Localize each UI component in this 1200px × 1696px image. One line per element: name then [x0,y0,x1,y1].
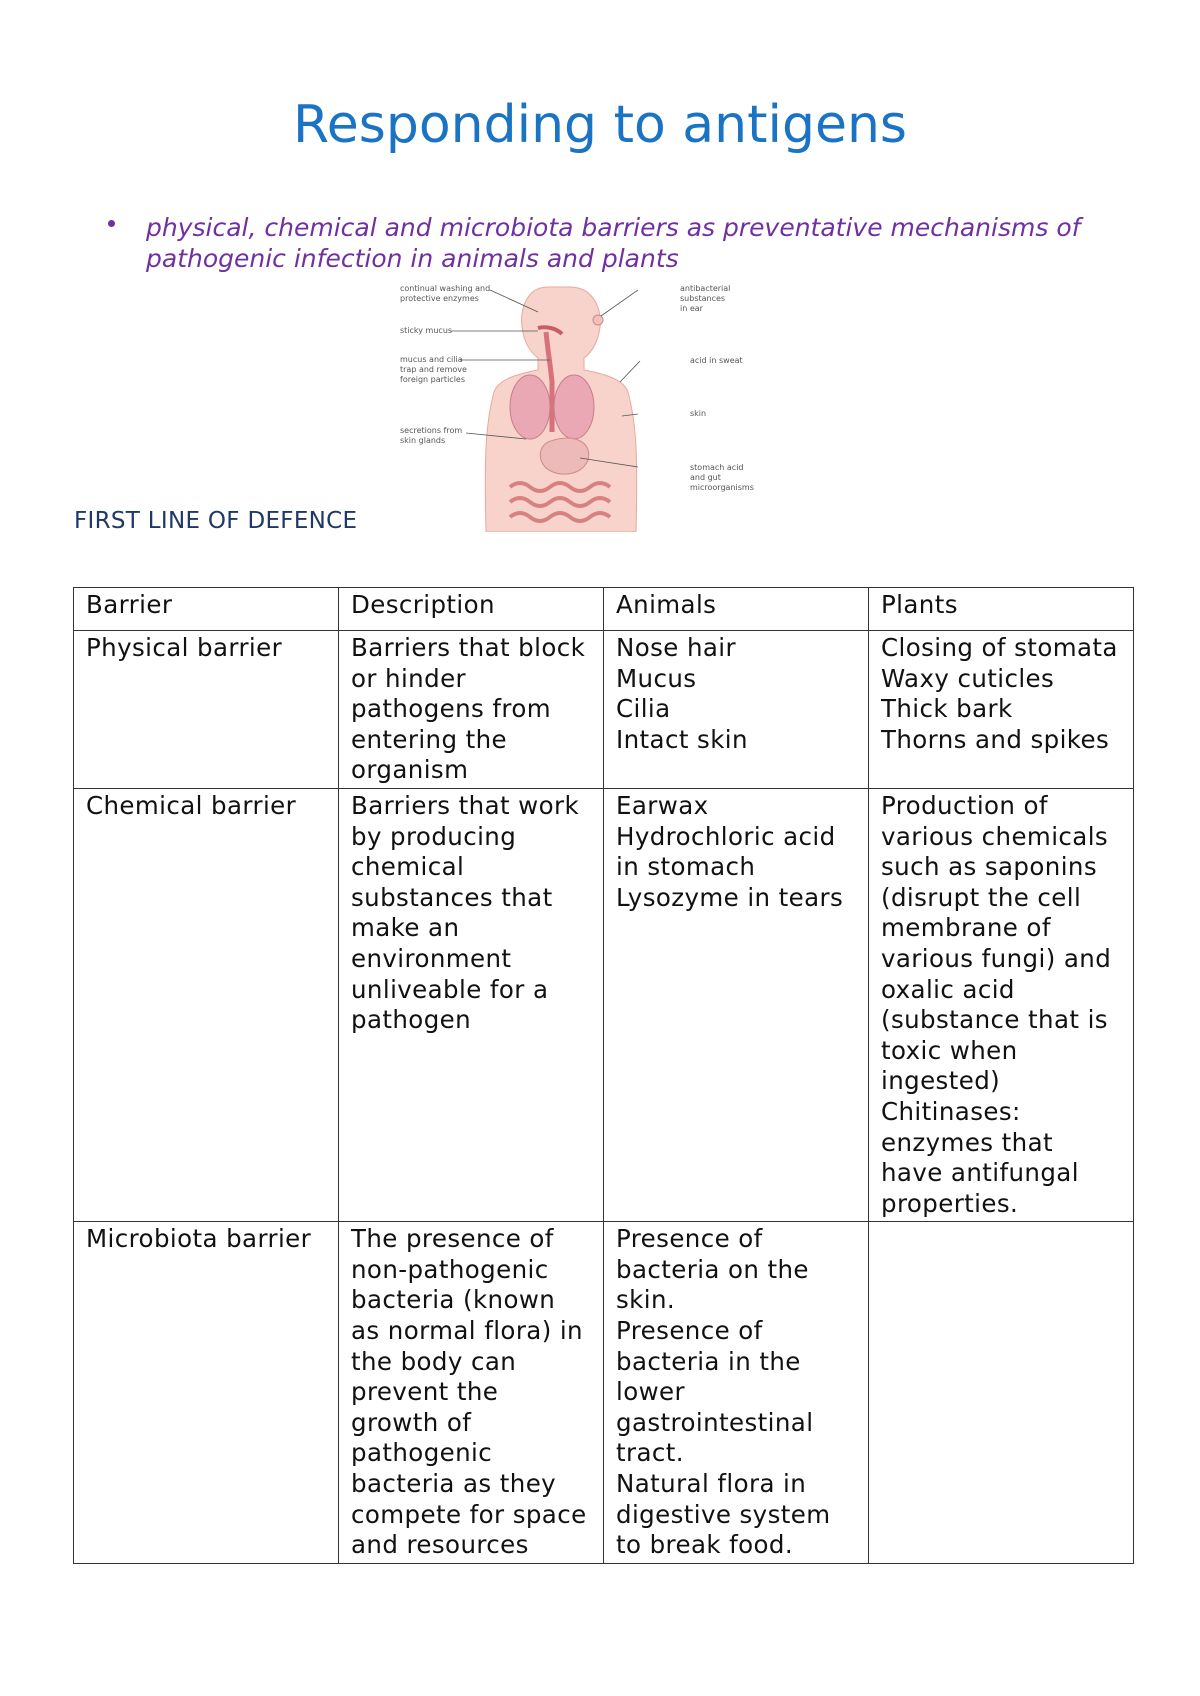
plant-example: Thorns and spikes [881,724,1110,754]
fig-label-left: mucus and cilia trap and remove foreign particles [400,355,467,384]
animal-example: Presence of bacteria on the skin. [616,1224,809,1315]
fig-label-right: stomach acid and gut microorganisms [690,463,754,492]
animal-example: Presence of bacteria in the lower gastrointestinal tract. [616,1316,814,1468]
cell-description: Barriers that block or hinder pathogens from entering the organism [339,631,604,789]
animal-example: Hydrochloric acid in stomach [616,821,836,882]
animal-example: Natural flora in digestive system to break food. [616,1469,831,1560]
animal-example: Lysozyme in tears [616,882,844,912]
plant-example: Closing of stomata [881,633,1118,662]
cell-animals [604,788,869,1221]
table-row [74,631,1134,789]
first-line-defence-figure [398,282,758,532]
fig-label-right: acid in sweat [690,356,743,365]
table-row [74,788,1134,1221]
header-barrier: Barrier [74,588,339,631]
fig-label-left: continual washing and protective enzymes [400,284,491,303]
animal-example: Cilia [616,694,671,724]
animal-example: Intact skin [616,724,748,754]
plant-example: Production of various chemicals such as saponins (disrupt the cell membrane of various fungi) and oxalic acid (substance that is toxic when ingested) [881,790,1112,1096]
plant-example: Waxy cuticles [881,663,1055,693]
header-plants: Plants [869,588,1134,631]
animal-example: Earwax [616,790,709,820]
table-row [74,1222,1134,1564]
barriers-table [73,587,1134,1564]
animal-example: Nose hair [616,633,736,662]
stomach [540,438,589,474]
cell-animals [604,1222,869,1564]
page-title: Responding to antigens [292,95,908,155]
header-description: Description [339,588,604,631]
learning-objective-text: physical, chemical and microbiota barriers as preventative mechanisms of pathogenic infection in animals and plants [146,213,1081,273]
cell-plants [869,631,1134,789]
cell-animals [604,631,869,789]
ear [593,315,603,325]
fig-label-left: sticky mucus [400,326,453,335]
cell-plants [869,788,1134,1221]
fig-label-right: skin [690,409,707,418]
animal-example: Mucus [616,663,697,693]
plant-example: Thick bark [881,694,1013,724]
fig-label-left: secretions from skin glands [400,426,463,445]
cell-barrier: Chemical barrier [74,788,339,1221]
right-lung [554,375,594,439]
left-lung [510,375,550,439]
human-body-diagram [398,282,758,532]
plant-example: Chitinases: enzymes that have antifungal properties. [881,1096,1079,1218]
cell-barrier: Microbiota barrier [74,1222,339,1564]
bullet-dot-icon [108,220,115,227]
cell-description: The presence of non-pathogenic bacteria (known as normal flora) in the body can prevent the growth of pathogenic bacteria as they compete for space and resources [339,1222,604,1564]
table-header-row [74,588,1134,631]
fig-label-right: antibacterial substances in ear [680,284,731,313]
cell-barrier: Physical barrier [74,631,339,789]
cell-description: Barriers that work by producing chemical substances that make an environment unliveable for a pathogen [339,788,604,1221]
cell-plants-empty [869,1222,1134,1564]
header-animals: Animals [604,588,869,631]
section-heading: FIRST LINE OF DEFENCE [74,508,358,534]
